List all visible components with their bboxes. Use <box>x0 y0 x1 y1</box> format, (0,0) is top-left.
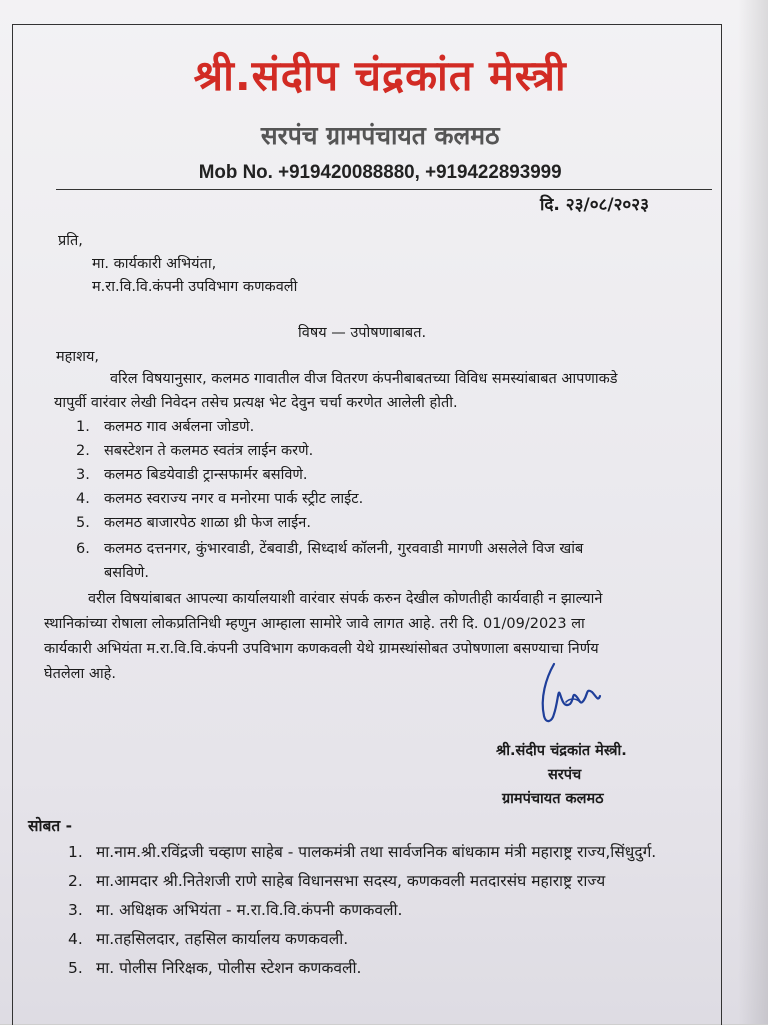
cc-item <box>68 898 402 920</box>
recipient-prefix: प्रति, <box>58 233 83 249</box>
letterhead-name: श्री.संदीप चंद्रकांत मेस्त्री <box>193 51 567 100</box>
issue-number: 3. <box>76 467 90 483</box>
letter-date: दि. २३/०८/२०२३ <box>540 195 649 215</box>
body-line: कार्यकारी अभियंता म.रा.वि.वि.कंपनी उपविभाग कणकवली येथे ग्रामस्थांसोबत उपोषणाला बसण्याचा निर्णय <box>44 641 599 657</box>
letterhead-mobile: Mob No. +919420088880, +919422893999 <box>198 162 562 183</box>
cc-item <box>68 927 348 949</box>
issue-number: 6. <box>76 541 90 557</box>
issue-number: 4. <box>76 491 90 507</box>
paper-edge-shadow <box>738 0 768 1024</box>
intro-line: वरिल विषयानुसार, कलमठ गावातील वीज वितरण कंपनीबाबतच्या विविध समस्यांबाबत आपणाकडे <box>110 371 618 387</box>
issue-item <box>76 464 307 484</box>
handwritten-signature <box>536 658 608 730</box>
issue-text-continued: बसविणे. <box>104 565 149 581</box>
issue-item <box>76 440 313 460</box>
header-divider <box>56 189 712 190</box>
cc-item <box>68 956 361 978</box>
issue-number: 2. <box>76 443 90 459</box>
issue-text: कलमठ बाजारपेठ शाळा थ्री फेज लाईन. <box>104 515 311 531</box>
issue-text: सबस्टेशन ते कलमठ स्वतंत्र लाईन करणे. <box>104 443 314 459</box>
intro-line: यापुर्वी वारंवार लेखी निवेदन तसेच प्रत्यक्ष भेट देवुन चर्चा करणेत आलेली होती. <box>54 395 458 411</box>
cc-number: 2. <box>68 872 83 890</box>
issue-number: 1. <box>76 419 90 435</box>
cc-text: मा.तहसिलदार, तहसिल कार्यालय कणकवली. <box>96 930 349 948</box>
cc-text: मा.आमदार श्री.नितेशजी राणे साहेब विधानसभा सदस्य, कणकवली मतदारसंघ महाराष्ट्र राज्य <box>96 872 606 890</box>
issue-text: कलमठ दत्तनगर, कुंभारवाडी, टेंबवाडी, सिध्दार्थ कॉलनी, गुरववाडी मागणी असलेले विज खांब <box>104 541 584 557</box>
salutation: महाशय, <box>56 349 100 365</box>
issue-item <box>76 538 583 558</box>
cc-number: 3. <box>68 901 83 919</box>
cc-number: 5. <box>68 959 83 977</box>
letterhead-designation: सरपंच ग्रामपंचायत कलमठ <box>260 121 500 150</box>
cc-item <box>68 869 605 891</box>
body-line: वरील विषयांबाबत आपल्या कार्यालयाशी वारंवार संपर्क करुन देखील कोणतीही कार्यवाही न झाल्याने <box>88 591 603 607</box>
signatory-title: सरपंच <box>548 767 582 783</box>
signatory-office: ग्रामपंचायत कलमठ <box>502 791 604 807</box>
issue-text: कलमठ स्वराज्य नगर व मनोरमा पार्क स्ट्रीट लाईट. <box>104 491 364 507</box>
letter-subject: विषय — उपोषणाबाबत. <box>298 325 427 341</box>
recipient-line-1: मा. कार्यकारी अभियंता, <box>92 256 217 272</box>
cc-text: मा.नाम.श्री.रविंद्रजी चव्हाण साहेब - पालकमंत्री तथा सार्वजनिक बांधकाम मंत्री महाराष्ट्र राज्य,सिंधुदुर्ग. <box>96 843 657 861</box>
cc-text: मा. पोलीस निरिक्षक, पोलीस स्टेशन कणकवली. <box>96 959 362 977</box>
recipient-line-2: म.रा.वि.वि.कंपनी उपविभाग कणकवली <box>92 279 298 295</box>
issue-text: कलमठ बिडयेवाडी ट्रान्सफार्मर बसविणे. <box>104 467 308 483</box>
issue-text: कलमठ गाव अर्बलना जोडणे. <box>104 419 255 435</box>
issue-number: 5. <box>76 515 90 531</box>
cc-number: 1. <box>68 843 83 861</box>
body-line: स्थानिकांच्या रोषाला लोकप्रतिनिधी म्हणुन आम्हाला सामोरे जावे लागत आहे. तरी दि. 01/09/2023 ला <box>44 616 585 632</box>
signatory-name: श्री.संदीप चंद्रकांत मेस्त्री. <box>496 743 627 759</box>
issue-item <box>76 416 254 436</box>
cc-text: मा. अधिक्षक अभियंता - म.रा.वि.वि.कंपनी कणकवली. <box>96 901 403 919</box>
cc-number: 4. <box>68 930 83 948</box>
cc-item <box>68 840 656 862</box>
body-line: घेतलेला आहे. <box>44 666 116 682</box>
issue-item <box>76 512 311 532</box>
cc-heading: सोबत - <box>28 817 73 835</box>
issue-item <box>76 488 363 508</box>
